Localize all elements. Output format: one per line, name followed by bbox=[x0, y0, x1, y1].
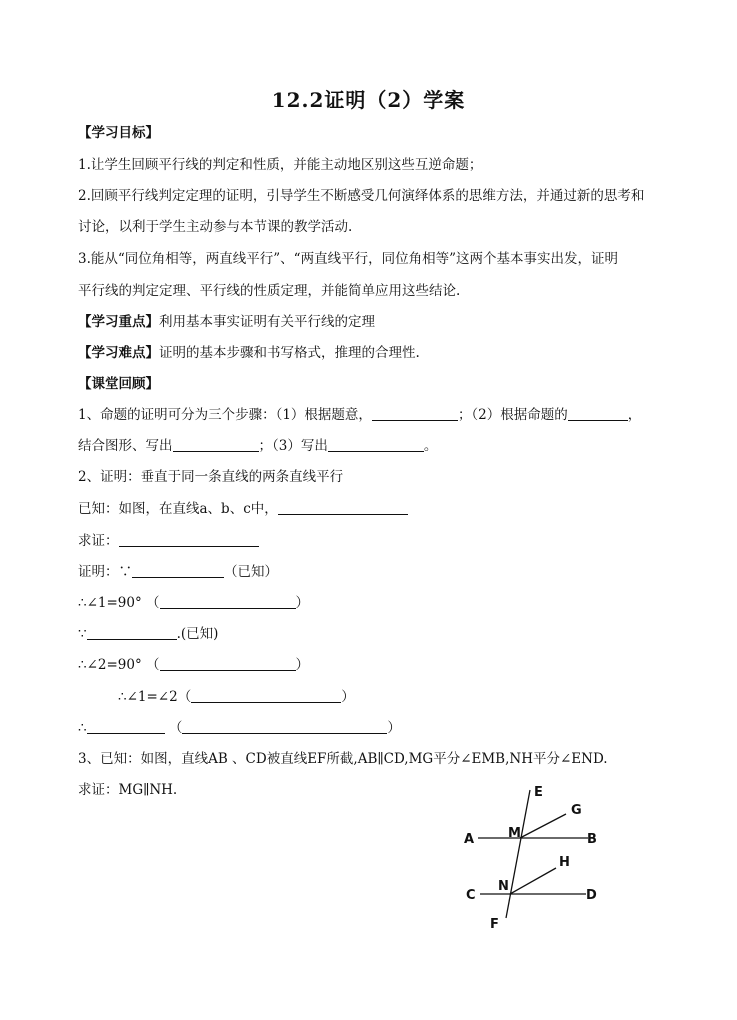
difficulty-label: 【学习难点】 bbox=[78, 345, 159, 361]
q2-close-4: ） bbox=[387, 720, 401, 736]
label-e: E bbox=[534, 785, 543, 800]
question-2-angle-1 bbox=[78, 594, 309, 612]
q1-blank-3[interactable] bbox=[173, 438, 259, 452]
question-1-line-2 bbox=[78, 437, 437, 455]
q2-proof-blank-2[interactable] bbox=[87, 626, 177, 640]
q2-proof-start-text: 证明：∵ bbox=[78, 564, 132, 580]
question-2-prove bbox=[78, 532, 259, 550]
q1-blank-1[interactable] bbox=[372, 407, 458, 421]
label-c: C bbox=[466, 888, 476, 903]
label-f: F bbox=[490, 917, 499, 932]
ray-nh bbox=[510, 868, 556, 894]
geometry-figure bbox=[458, 780, 608, 932]
difficulty-line bbox=[78, 344, 420, 362]
q2-reason-blank-2[interactable] bbox=[160, 657, 296, 671]
q2-given-text: 已知：如图，在直线a、b、c中， bbox=[78, 501, 278, 517]
q2-close-1: ） bbox=[295, 595, 310, 611]
question-3-given: 3、已知：如图，直线AB 、CD被直线EF所截,AB∥CD,MG平分∠EMB,NH平分∠END. bbox=[78, 751, 608, 767]
goal-item-2-line-2: 讨论，以利于学生主动参与本节课的教学活动. bbox=[78, 219, 353, 235]
q2-reason-blank-4[interactable] bbox=[182, 720, 387, 734]
label-b: B bbox=[587, 832, 597, 847]
q1-text-c: ， bbox=[627, 407, 642, 423]
q2-open-4: （ bbox=[168, 720, 183, 736]
goal-item-2-line-1: 2.回顾平行线判定定理的证明，引导学生不断感受几何演绎体系的思维方法，并通过新的思考和 bbox=[78, 188, 645, 204]
question-2-conclusion bbox=[78, 719, 401, 737]
q2-given-blank[interactable] bbox=[278, 501, 408, 515]
q2-close-3: ） bbox=[341, 689, 355, 705]
line-ef bbox=[506, 790, 530, 918]
q1-blank-4[interactable] bbox=[328, 438, 424, 452]
q2-prove-text: 求证： bbox=[78, 533, 119, 549]
label-d: D bbox=[586, 888, 597, 903]
focus-line bbox=[78, 313, 375, 331]
q2-conclusion-blank[interactable] bbox=[87, 720, 165, 734]
q2-known-1: （已知） bbox=[224, 564, 278, 580]
q2-therefore-text: ∴ bbox=[78, 720, 87, 736]
page-title: 12.2证明（2）学案 bbox=[271, 88, 466, 112]
q2-proof-blank-1[interactable] bbox=[132, 564, 224, 578]
q2-angle-1-text: ∴∠1=90° （ bbox=[78, 595, 160, 611]
question-2-title: 2、证明：垂直于同一条直线的两条直线平行 bbox=[78, 469, 344, 485]
ray-mg bbox=[520, 814, 566, 838]
question-2-equal bbox=[118, 688, 355, 706]
label-h: H bbox=[559, 855, 570, 870]
q1-text-d: 结合图形、写出 bbox=[78, 438, 173, 454]
q1-blank-2[interactable] bbox=[568, 407, 628, 421]
goals-header: 【学习目标】 bbox=[78, 125, 159, 141]
q2-prove-blank[interactable] bbox=[119, 533, 259, 547]
q1-text-f: 。 bbox=[423, 438, 438, 454]
q2-since-2-text: ∵ bbox=[78, 626, 87, 642]
question-2-given bbox=[78, 500, 408, 518]
label-g: G bbox=[571, 803, 582, 818]
focus-text: 利用基本事实证明有关平行线的定理 bbox=[159, 314, 375, 330]
difficulty-text: 证明的基本步骤和书写格式，推理的合理性. bbox=[159, 345, 420, 361]
goal-item-1: 1.让学生回顾平行线的判定和性质，并能主动地区别这些互逆命题； bbox=[78, 157, 483, 173]
q2-angle-2-text: ∴∠2=90° （ bbox=[78, 657, 160, 673]
question-2-proof-start bbox=[78, 563, 278, 581]
goal-item-3-line-2: 平行线的判定定理、平行线的性质定理，并能简单应用这些结论. bbox=[78, 283, 461, 299]
label-a: A bbox=[464, 832, 475, 847]
q1-text-a: 1、命题的证明可分为三个步骤：（1）根据题意， bbox=[78, 407, 372, 423]
q2-reason-blank-3[interactable] bbox=[191, 689, 341, 703]
question-3-prove: 求证：MG∥NH. bbox=[78, 782, 178, 798]
q2-equal-text: ∴∠1=∠2（ bbox=[118, 689, 192, 705]
q2-reason-blank-1[interactable] bbox=[160, 595, 296, 609]
q2-known-2: .(已知) bbox=[176, 626, 219, 642]
question-2-since-2 bbox=[78, 625, 218, 643]
focus-label: 【学习重点】 bbox=[78, 314, 159, 330]
q1-text-b: ；（2）根据命题的 bbox=[457, 407, 568, 423]
q2-close-2: ） bbox=[295, 657, 310, 673]
review-header: 【课堂回顾】 bbox=[78, 376, 159, 392]
label-m: M bbox=[508, 826, 521, 841]
goal-item-3-line-1: 3.能从“同位角相等，两直线平行”、“两直线平行，同位角相等”这两个基本事实出发，证明 bbox=[78, 251, 618, 267]
q1-text-e: ；（3）写出 bbox=[258, 438, 328, 454]
label-n: N bbox=[498, 879, 509, 894]
question-1-line-1 bbox=[78, 406, 641, 424]
question-2-angle-2 bbox=[78, 656, 309, 674]
